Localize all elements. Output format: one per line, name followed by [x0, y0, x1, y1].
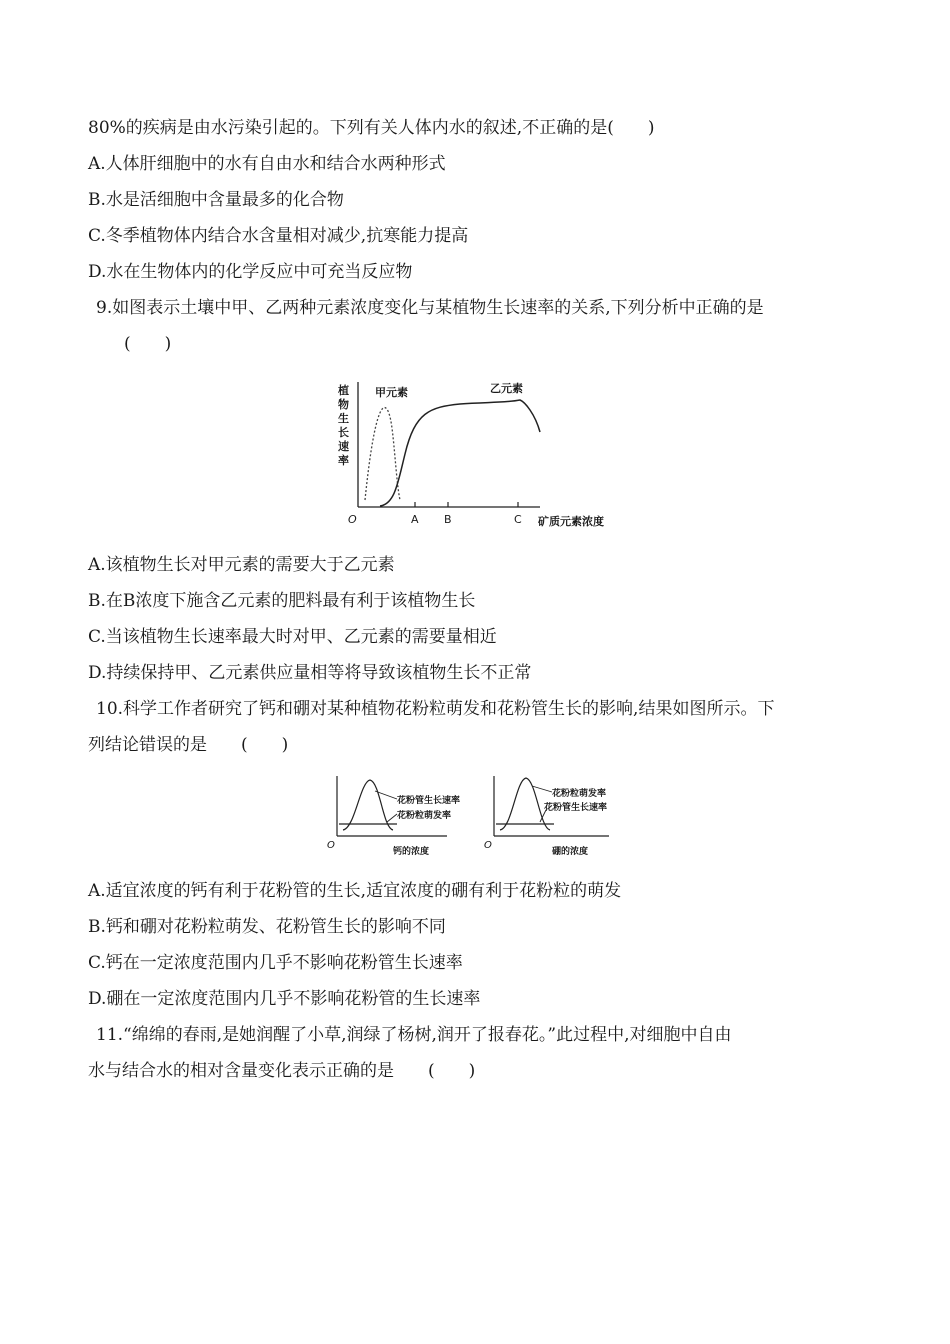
q10-left-xlabel: 钙的浓度 — [393, 847, 430, 857]
q9-tick-b: B — [444, 513, 452, 526]
q10-left-label-germination: 花粉粒萌发率 — [397, 811, 452, 821]
q9-series-jia-label: 甲元素 — [375, 386, 408, 399]
q9-ylabel-1: 植 — [338, 384, 349, 397]
q9-stem-line2: ( ) — [124, 334, 172, 354]
q10-option-d: D.硼在一定浓度范围内几乎不影响花粉管的生长速率 — [88, 989, 481, 1009]
q9-ylabel-5: 速 — [338, 440, 349, 453]
q9-xlabel: 矿质元素浓度 — [538, 515, 604, 528]
q9-series-jia-curve — [365, 408, 400, 500]
q9-series-yi-curve — [380, 400, 540, 506]
q8-option-d: D.水在生物体内的化学反应中可充当反应物 — [88, 262, 413, 282]
q10-right-arrow-germination — [532, 786, 552, 792]
q10-right-origin: O — [484, 840, 492, 851]
q9-tick-a: A — [411, 513, 419, 526]
q10-stem-line1: 10.科学工作者研究了钙和硼对某种植物花粉粒萌发和花粉管生长的影响,结果如图所示。下 — [96, 699, 775, 719]
q8-option-a: A.人体肝细胞中的水有自由水和结合水两种形式 — [88, 154, 446, 174]
q11-stem-line1: 11.“绵绵的春雨,是她润醒了小草,润绿了杨树,润开了报春花。”此过程中,对细胞中自由 — [96, 1025, 732, 1045]
q8-stem-continued: 80%的疾病是由水污染引起的。下列有关人体内水的叙述,不正确的是( ) — [88, 118, 655, 138]
q9-stem-line1: 9.如图表示土壤中甲、乙两种元素浓度变化与某植物生长速率的关系,下列分析中正确的是 — [96, 298, 764, 318]
q10-right-xlabel: 硼的浓度 — [552, 847, 589, 857]
q10-left-label-tube: 花粉管生长速率 — [397, 796, 461, 806]
q10-left-arrow-germination — [387, 814, 397, 822]
q9-origin: O — [348, 513, 357, 526]
q10-right-germination-curve — [500, 778, 550, 830]
q9-ylabel-6: 率 — [338, 454, 349, 467]
q9-option-c: C.当该植物生长速率最大时对甲、乙元素的需要量相近 — [88, 627, 497, 647]
q9-ylabel-2: 物 — [338, 398, 349, 411]
q10-option-c: C.钙在一定浓度范围内几乎不影响花粉管生长速率 — [88, 953, 463, 973]
q9-series-yi-label: 乙元素 — [490, 382, 523, 395]
q9-option-a: A.该植物生长对甲元素的需要大于乙元素 — [88, 555, 395, 575]
q8-option-b: B.水是活细胞中含量最多的化合物 — [88, 190, 344, 210]
q8-option-c: C.冬季植物体内结合水含量相对减少,抗寒能力提高 — [88, 226, 469, 246]
q10-option-a: A.适宜浓度的钙有利于花粉管的生长,适宜浓度的硼有利于花粉粒的萌发 — [88, 881, 622, 901]
q9-ylabel-4: 长 — [338, 426, 349, 439]
q9-tick-c: C — [514, 513, 522, 526]
q11-stem-line2: 水与结合水的相对含量变化表示正确的是 ( ) — [88, 1061, 476, 1081]
q10-figure-calcium — [325, 772, 477, 858]
q10-option-b: B.钙和硼对花粉粒萌发、花粉管生长的影响不同 — [88, 917, 446, 937]
q9-figure — [330, 372, 630, 534]
q9-option-d: D.持续保持甲、乙元素供应量相等将导致该植物生长不正常 — [88, 663, 532, 683]
q10-right-label-tube: 花粉管生长速率 — [544, 803, 608, 813]
q10-left-tube-curve — [343, 780, 393, 830]
q9-ylabel-3: 生 — [338, 412, 349, 425]
q9-option-b: B.在B浓度下施含乙元素的肥料最有利于该植物生长 — [88, 591, 476, 611]
q10-figure-boron — [484, 772, 626, 858]
q10-stem-line2: 列结论错误的是 ( ) — [88, 735, 289, 755]
q10-left-origin: O — [327, 840, 335, 851]
q10-right-label-germination: 花粉粒萌发率 — [552, 789, 607, 799]
